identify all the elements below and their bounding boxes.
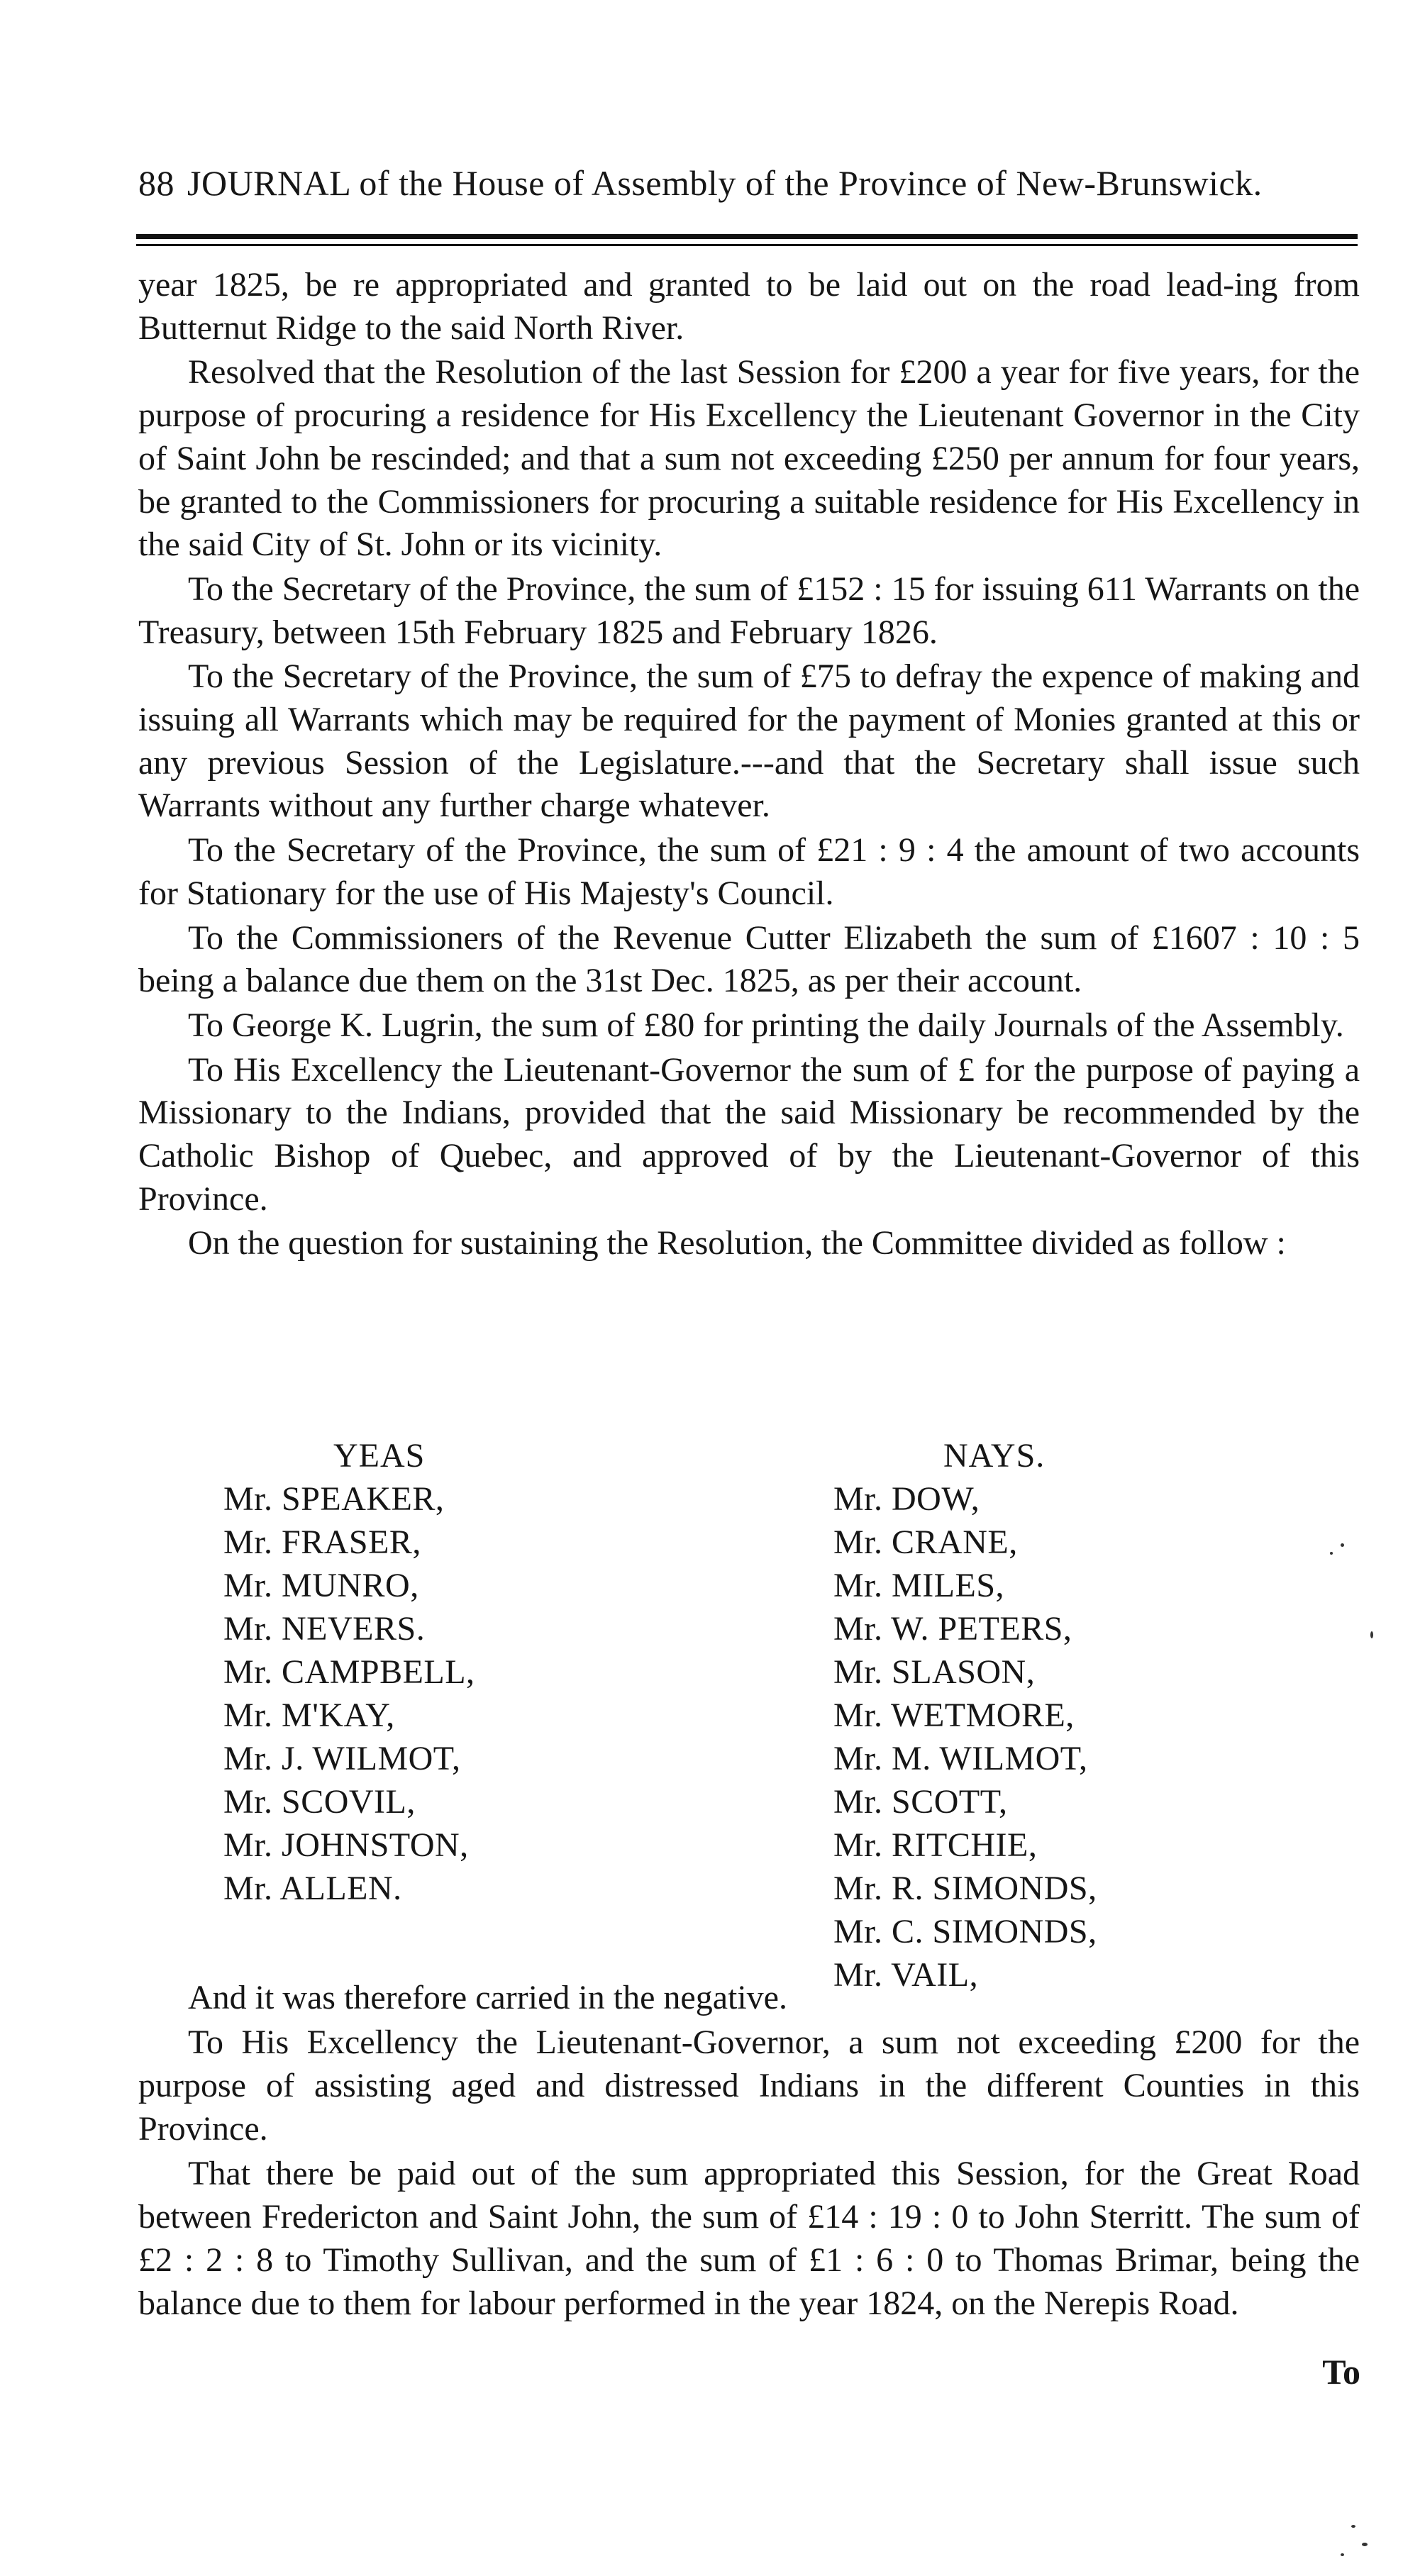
paragraph: On the question for sustaining the Resolution, the Committee divided as follow :: [188, 1224, 1286, 1262]
yea-member: Mr. NEVERS.: [223, 1610, 426, 1648]
nay-member: Mr. WETMORE,: [833, 1697, 1075, 1734]
body-text-bottom: [138, 1976, 1360, 2325]
running-title: JOURNAL of the House of Assembly of the Province of New-Brunswick.: [187, 163, 1263, 203]
division-list: [138, 1434, 1360, 1994]
print-speck: [1370, 1631, 1373, 1638]
paragraph: To His Excellency the Lieutenant-Governor the sum of £ for the purpose of paying a Missionary to the Indians, provided that the said Missionary be recommended by the Catholic Bishop of Quebec, and approved of by the Lieutenant-Governor of this Province.: [138, 1050, 1360, 1218]
nay-member: Mr. R. SIMONDS,: [833, 1870, 1097, 1907]
yea-member: Mr. M'KAY,: [223, 1697, 395, 1734]
nay-member: Mr. RITCHIE,: [833, 1826, 1038, 1864]
yea-member: Mr. SCOVIL,: [223, 1783, 416, 1821]
paragraph: That there be paid out of the sum appropriated this Session, for the Great Road between Fredericton and Saint John, the sum of £14 : 19 : 0 to John Sterritt. The sum of £2 : 2 : 8 to Timothy Sullivan, and the sum of £1 : 6 : 0 to Thomas Brimar, being the balance due to them for labour performed in the year 1824, on the Nerepis Road.: [138, 2155, 1360, 2322]
yea-member: Mr. CAMPBELL,: [223, 1653, 475, 1691]
paragraph: To the Secretary of the Province, the sum of £21 : 9 : 4 the amount of two accounts for Stationary for the use of His Majesty's Council.: [138, 831, 1360, 912]
print-speck: [1341, 2553, 1344, 2556]
nay-member: Mr. MILES,: [833, 1567, 1005, 1604]
nay-member: Mr. C. SIMONDS,: [833, 1913, 1097, 1950]
yea-member: Mr. SPEAKER,: [223, 1480, 445, 1518]
yea-member: Mr. ALLEN.: [223, 1870, 402, 1907]
paragraph: To the Secretary of the Province, the sum of £75 to defray the expence of making and issuing all Warrants which may be required for the payment of Monies granted at this or any previous Session of the Legislature.---and that the Secretary shall issue such Warrants without any further charge whatever.: [138, 657, 1360, 825]
paragraph: To George K. Lugrin, the sum of £80 for printing the daily Journals of the Assembly.: [188, 1006, 1344, 1044]
nay-member: Mr. M. WILMOT,: [833, 1740, 1088, 1777]
nays-list: [833, 1477, 1097, 1997]
paragraph: year 1825, be re appropriated and granted to be laid out on the road lead-ing from Butternut Ridge to the said North River.: [138, 266, 1360, 347]
paragraph: Resolved that the Resolution of the last Session for £200 a year for five years, for the purpose of procuring a residence for His Excellency the Lieutenant Governor in the City of Saint John be rescinded; and that a sum not exceeding £250 per annum for four years, be granted to the Commissioners for procuring a suitable residence for His Excellency in the said City of St. John or its vicinity.: [138, 353, 1360, 564]
page-number: 88: [138, 163, 174, 203]
print-speck: [1362, 2543, 1368, 2546]
nay-member: Mr. VAIL,: [833, 1956, 979, 1994]
nay-member: Mr. W. PETERS,: [833, 1610, 1072, 1648]
nay-member: Mr. SLASON,: [833, 1653, 1036, 1691]
nay-member: Mr. CRANE,: [833, 1523, 1018, 1561]
yea-member: Mr. J. WILMOT,: [223, 1740, 461, 1777]
yea-member: Mr. JOHNSTON,: [223, 1826, 469, 1864]
yeas-list: [223, 1477, 475, 1910]
yeas-heading: YEAS: [333, 1437, 426, 1475]
catchword: To: [1322, 2352, 1360, 2392]
paragraph: To the Secretary of the Province, the sum of £152 : 15 for issuing 611 Warrants on the Treasury, between 15th February 1825 and February 1826.: [138, 570, 1360, 651]
yea-member: Mr. FRASER,: [223, 1523, 421, 1561]
page-header: [138, 162, 1358, 204]
paragraph: To His Excellency the Lieutenant-Governor, a sum not exceeding £200 for the purpose of assisting aged and distressed Indians in the different Counties in this Province.: [138, 2023, 1360, 2148]
nays-heading: NAYS.: [943, 1437, 1046, 1475]
print-speck: [1341, 1543, 1344, 1547]
body-text-top: [138, 264, 1360, 1265]
header-rule-thin: [136, 244, 1358, 246]
print-speck: [1330, 1552, 1333, 1555]
nay-member: Mr. SCOTT,: [833, 1783, 1008, 1821]
yeas-column: [223, 1434, 475, 1910]
nays-column: [833, 1434, 1097, 1997]
paragraph: And it was therefore carried in the negative.: [188, 1979, 787, 2016]
header-rule-thick: [136, 234, 1358, 239]
paragraph: To the Commissioners of the Revenue Cutter Elizabeth the sum of £1607 : 10 : 5 being a balance due them on the 31st Dec. 1825, as per their account.: [138, 918, 1360, 1000]
print-speck: [1351, 2525, 1355, 2528]
nay-member: Mr. DOW,: [833, 1480, 980, 1518]
yea-member: Mr. MUNRO,: [223, 1567, 419, 1604]
